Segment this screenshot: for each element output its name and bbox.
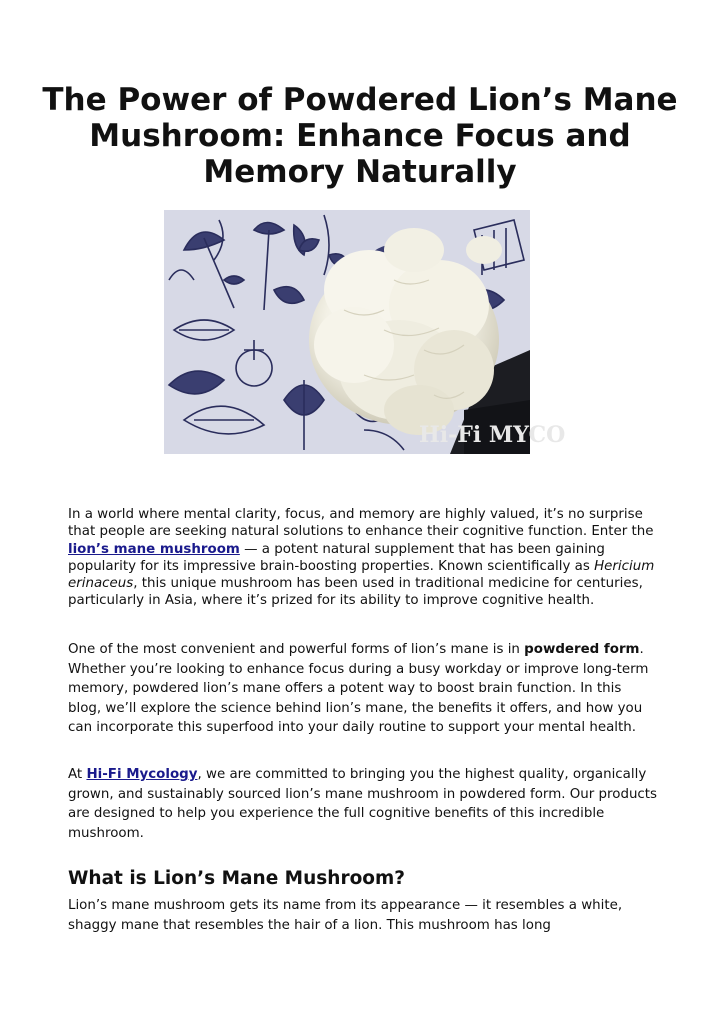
powder-text-1: One of the most convenient and powerful forms of lion’s mane is in: [68, 642, 525, 657]
intro-text-2: — a potent natural supplement that has been gaining popularity for its impressive brain-boosting properties. Known scientifically as: [68, 541, 605, 574]
section-heading: What is Lion’s Mane Mushroom?: [68, 868, 405, 889]
article-title: The Power of Powdered Lion’s Mane Mushroom: Enhance Focus and Memory Naturally: [42, 82, 678, 190]
hifi-mycology-link[interactable]: Hi-Fi Mycology: [86, 767, 198, 782]
company-paragraph: [68, 765, 658, 843]
company-text-2: , we are committed to bringing you the highest quality, organically grown, and sustainably sourced lion’s mane mushroom in powdered form. Our products are designed to help you experience the full cognitive benefits of this incredible mushroom.: [68, 767, 658, 841]
intro-text-1: In a world where mental clarity, focus, and memory are highly valued, it’s no surprise that people are seeking natural solutions to enhance their cognitive function. Enter the: [68, 507, 654, 540]
section-paragraph: Lion’s mane mushroom gets its name from its appearance — it resembles a white, shaggy mane that resembles the hair of a lion. This mushroom has long: [68, 898, 623, 933]
powder-text-2: . Whether you’re looking to enhance focus during a busy workday or improve long-term memory, powdered lion’s mane offers a potent way to boost brain function. In this blog, we’ll explore the science behind lion’s mane, the benefits it offers, and how you can incorporate this superfood into your daily routine to support your mental health.: [68, 642, 649, 735]
intro-paragraph: [68, 506, 658, 610]
company-text-1: At: [68, 767, 87, 782]
scientific-name: Hericium erinaceus: [68, 558, 655, 592]
lions-mane-photo: [164, 210, 566, 454]
powder-paragraph: [68, 640, 658, 738]
powdered-form-bold: powdered form: [524, 642, 640, 657]
lions-mane-link[interactable]: lion’s mane mushroom: [68, 541, 240, 557]
brand-text: Hi-Fi MYCO: [419, 422, 566, 448]
intro-text-3: , this unique mushroom has been used in traditional medicine for centuries, particularly in Asia, where it’s prized for its ability to improve cognitive health.: [68, 576, 643, 609]
